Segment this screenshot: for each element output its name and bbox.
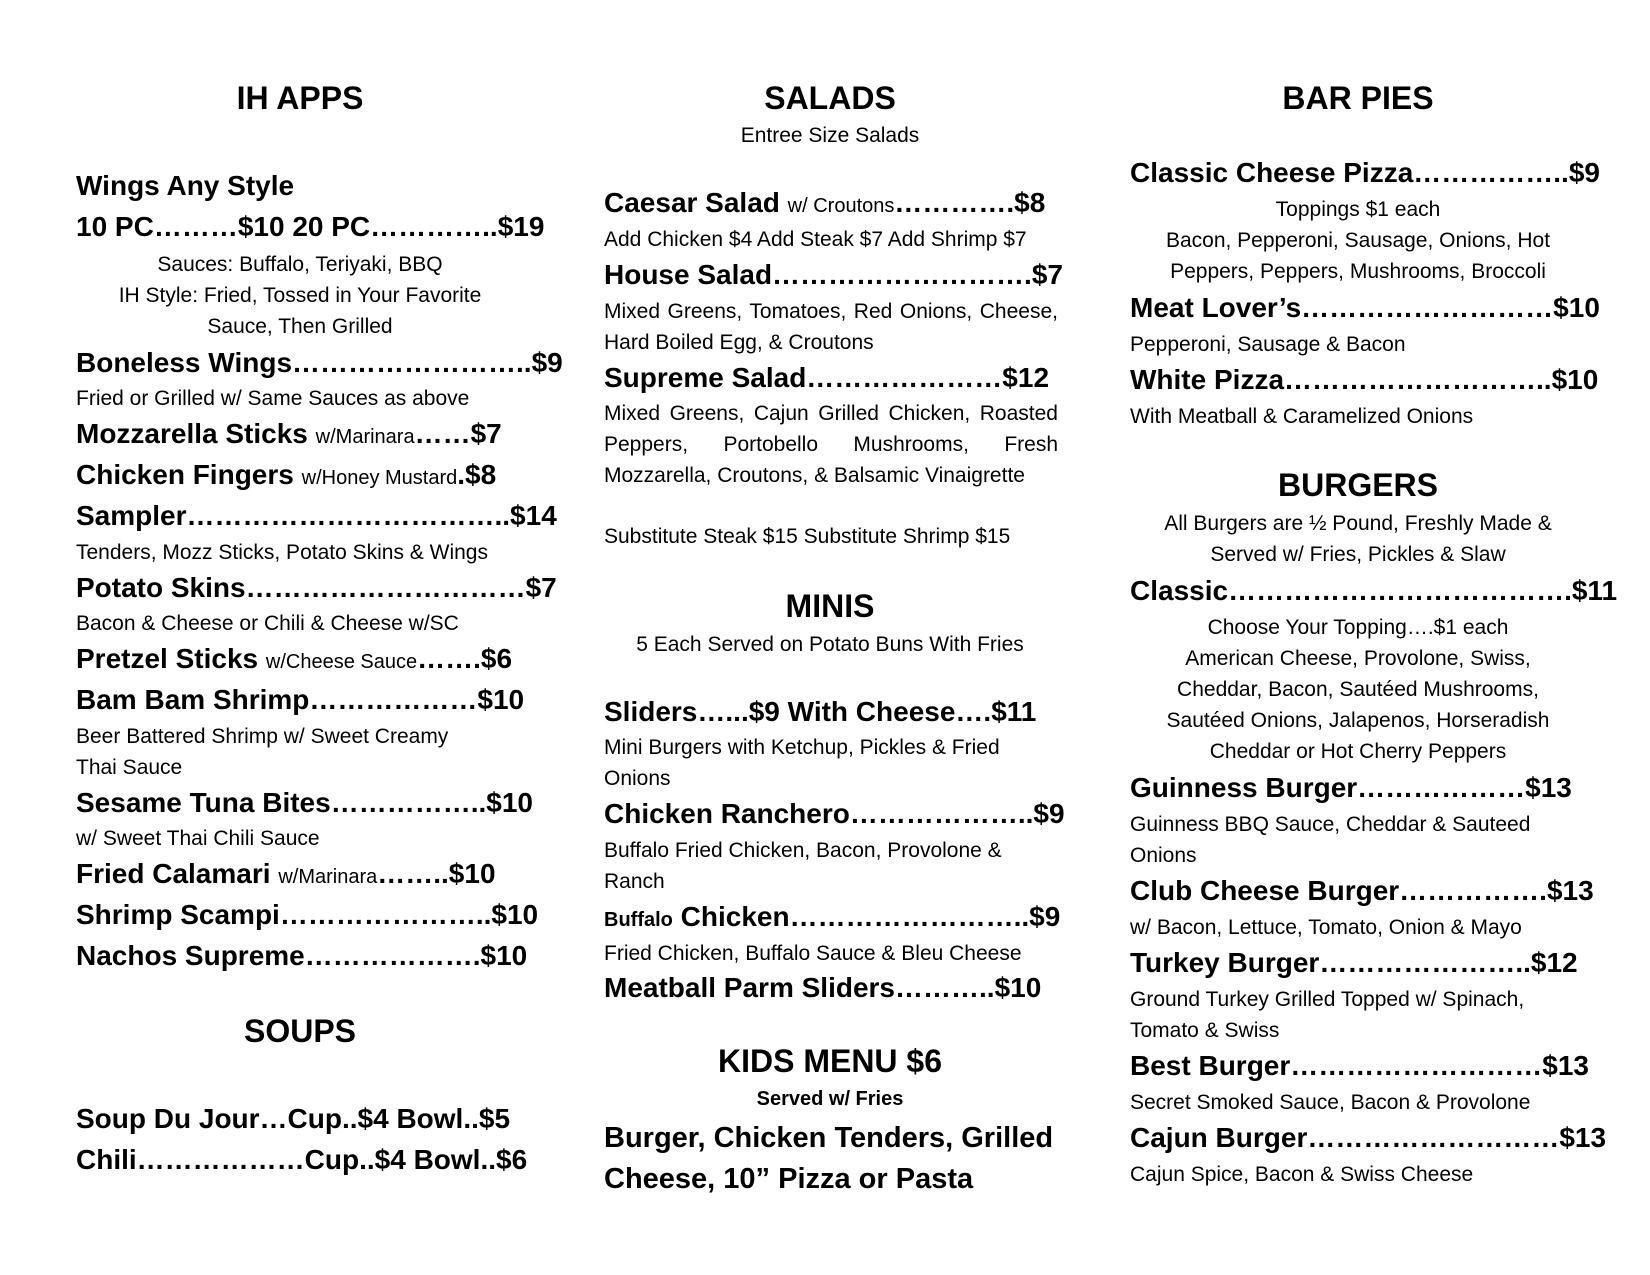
item-note: w/ Croutons — [787, 195, 895, 217]
item-name: Chicken Fingers — [76, 459, 294, 490]
section-intro-burgers: All Burgers are ½ Pound, Freshly Made & — [1164, 512, 1552, 535]
item-name: Chicken……………………..$9 — [680, 901, 1061, 932]
item-mozzarella-sticks — [76, 418, 502, 450]
item-sampler-desc: Tenders, Mozz Sticks, Potato Skins & Wings — [76, 541, 488, 564]
item-shrimp-scampi: Shrimp Scampi…………………..$10 — [76, 899, 539, 930]
item-turkey-desc: Ground Turkey Grilled Topped w/ Spinach, — [1130, 988, 1525, 1011]
item-note: w/Honey Mustard — [301, 467, 458, 489]
item-boneless-desc: Fried or Grilled w/ Same Sauces as above — [76, 387, 470, 410]
item-tuna-desc: w/ Sweet Thai Chili Sauce — [76, 827, 320, 850]
item-soup-du-jour: Soup Du Jour…Cup..$4 Bowl..$5 — [76, 1103, 511, 1134]
item-pizza-toppings-list: Peppers, Peppers, Mushrooms, Broccoli — [1170, 260, 1546, 283]
column-salads-minis-kids — [530, 0, 1130, 1275]
item-sliders-desc: Onions — [604, 767, 671, 790]
item-pizza-toppings-price: Toppings $1 each — [1275, 198, 1441, 221]
item-price: .$8 — [457, 459, 497, 490]
section-title-bar-pies: BAR PIES — [1282, 80, 1434, 116]
item-bam-bam-desc: Thai Sauce — [76, 756, 183, 779]
item-classic-burger: Classic……………………………….$11 — [1130, 575, 1618, 606]
item-meatball-parm-sliders: Meatball Parm Sliders………..$10 — [604, 972, 1042, 1003]
item-pizza-toppings-list: Bacon, Pepperoni, Sausage, Onions, Hot — [1165, 229, 1551, 252]
item-cajun-desc: Cajun Spice, Bacon & Swiss Cheese — [1130, 1163, 1474, 1186]
item-wings-name: Wings Any Style — [76, 170, 295, 201]
item-turkey-desc: Tomato & Swiss — [1130, 1019, 1280, 1042]
item-guinness-desc: Onions — [1130, 844, 1197, 867]
item-bam-bam-desc: Beer Battered Shrimp w/ Sweet Creamy — [76, 725, 449, 748]
item-sampler: Sampler……………………………..$14 — [76, 500, 557, 531]
item-chicken-fingers — [76, 459, 496, 491]
item-cajun-burger: Cajun Burger………………………$13 — [1130, 1122, 1607, 1153]
item-chili: Chili………………Cup..$4 Bowl..$6 — [76, 1144, 528, 1175]
item-guinness-desc: Guinness BBQ Sauce, Cheddar & Sauteed — [1130, 813, 1531, 836]
item-wings-desc: Sauces: Buffalo, Teriyaki, BBQ — [157, 253, 443, 276]
item-potato-skins-desc: Bacon & Cheese or Chili & Cheese w/SC — [76, 612, 459, 635]
item-turkey-burger: Turkey Burger…………………..$12 — [1130, 947, 1578, 978]
item-best-burger: Best Burger………………………$13 — [1130, 1050, 1589, 1081]
item-meat-lovers: Meat Lover’s………………………$10 — [1130, 292, 1600, 323]
section-subtitle-minis: 5 Each Served on Potato Buns With Fries — [636, 633, 1024, 656]
item-prefix: Buffalo — [604, 909, 673, 931]
item-boneless-wings: Boneless Wings……………………..$9 — [76, 347, 563, 378]
item-price: ……$7 — [414, 418, 502, 449]
item-house-desc: Mixed Greens, Tomatoes, Red Onions, Cheese, Hard Boiled Egg, & Croutons — [604, 300, 1058, 354]
item-supreme-salad: Supreme Salad…………………$12 — [604, 362, 1050, 393]
section-intro-burgers: Served w/ Fries, Pickles & Slaw — [1210, 543, 1506, 566]
section-title-soups: SOUPS — [243, 1013, 357, 1049]
item-supreme-substitute: Substitute Steak $15 Substitute Shrimp $15 — [604, 525, 1011, 548]
item-caesar-desc: Add Chicken $4 Add Steak $7 Add Shrimp $7 — [604, 228, 1027, 251]
section-subtitle-kids: Served w/ Fries — [756, 1088, 904, 1110]
item-sesame-tuna-bites: Sesame Tuna Bites……………..$10 — [76, 787, 533, 818]
item-classic-toppings: Choose Your Topping….$1 each — [1207, 616, 1509, 639]
item-note: w/Cheese Sauce — [265, 651, 418, 673]
section-title-minis: MINIS — [785, 588, 875, 624]
item-club-cheese-burger: Club Cheese Burger…………….$13 — [1130, 875, 1594, 906]
item-price: …….$6 — [417, 643, 513, 674]
item-chicken-ranchero: Chicken Ranchero………………..$9 — [604, 798, 1065, 829]
item-best-desc: Secret Smoked Sauce, Bacon & Provolone — [1130, 1091, 1531, 1114]
item-nachos-supreme: Nachos Supreme……………….$10 — [76, 940, 528, 971]
section-subtitle-salads: Entree Size Salads — [740, 124, 920, 147]
item-sliders: Sliders…...$9 With Cheese….$11 — [604, 696, 1037, 727]
item-price: ……..$10 — [377, 858, 496, 889]
item-club-desc: w/ Bacon, Lettuce, Tomato, Onion & Mayo — [1130, 916, 1522, 939]
section-title-salads: SALADS — [764, 80, 896, 116]
item-supreme-desc: Mixed Greens, Cajun Grilled Chicken, Roasted Peppers, Portobello Mushrooms, Fresh Mozzarella, Croutons, & Balsamic Vinaigrette — [604, 402, 1058, 487]
item-potato-skins: Potato Skins…………………………$7 — [76, 572, 557, 603]
item-classic-toppings: Cheddar, Bacon, Sautéed Mushrooms, — [1177, 678, 1539, 701]
item-wings-desc: Sauce, Then Grilled — [207, 315, 393, 338]
item-buffalo-desc: Fried Chicken, Buffalo Sauce & Bleu Cheese — [604, 942, 1022, 965]
item-buffalo-chicken — [604, 901, 1060, 933]
item-sliders-desc: Mini Burgers with Ketchup, Pickles & Fried — [604, 736, 1000, 759]
column-pies-burgers — [1058, 0, 1650, 1275]
item-classic-toppings: Cheddar or Hot Cherry Peppers — [1209, 740, 1507, 763]
section-title-kids-menu: KIDS MENU $6 — [717, 1043, 943, 1079]
item-name: Caesar Salad — [604, 187, 780, 218]
item-classic-toppings: American Cheese, Provolone, Swiss, — [1185, 647, 1531, 670]
item-price: ………….$8 — [894, 187, 1046, 218]
item-fried-calamari — [76, 858, 496, 890]
section-title-burgers: BURGERS — [1277, 467, 1438, 503]
item-note: w/Marinara — [315, 426, 415, 448]
item-house-salad: House Salad……………………….$7 — [604, 259, 1063, 290]
item-ranchero-desc: Ranch — [604, 870, 665, 893]
item-meat-lovers-desc: Pepperoni, Sausage & Bacon — [1130, 333, 1406, 356]
item-caesar-salad — [604, 187, 1045, 219]
item-name: Fried Calamari — [76, 858, 271, 889]
item-classic-cheese-pizza: Classic Cheese Pizza……………..$9 — [1130, 157, 1600, 188]
item-name: Pretzel Sticks — [76, 643, 259, 674]
item-classic-toppings: Sautéed Onions, Jalapenos, Horseradish — [1166, 709, 1550, 732]
section-title-ih-apps: IH APPS — [236, 80, 364, 116]
column-apps-soups — [0, 0, 600, 1275]
item-ranchero-desc: Buffalo Fried Chicken, Bacon, Provolone & — [604, 839, 1002, 862]
item-pretzel-sticks — [76, 643, 512, 675]
item-wings-desc: IH Style: Fried, Tossed in Your Favorite — [118, 284, 482, 307]
item-bam-bam-shrimp: Bam Bam Shrimp………………$10 — [76, 684, 525, 715]
item-note: w/Marinara — [278, 866, 378, 888]
item-guinness-burger: Guinness Burger………………$13 — [1130, 772, 1572, 803]
item-wings-prices: 10 PC………$10 20 PC…………..$19 — [76, 211, 545, 242]
item-white-pizza-desc: With Meatball & Caramelized Onions — [1130, 405, 1474, 428]
item-white-pizza: White Pizza………………………..$10 — [1130, 364, 1599, 395]
item-name: Mozzarella Sticks — [76, 418, 308, 449]
item-kids-options: Burger, Chicken Tenders, Grilled Cheese, 10” Pizza or Pasta — [604, 1122, 1054, 1195]
